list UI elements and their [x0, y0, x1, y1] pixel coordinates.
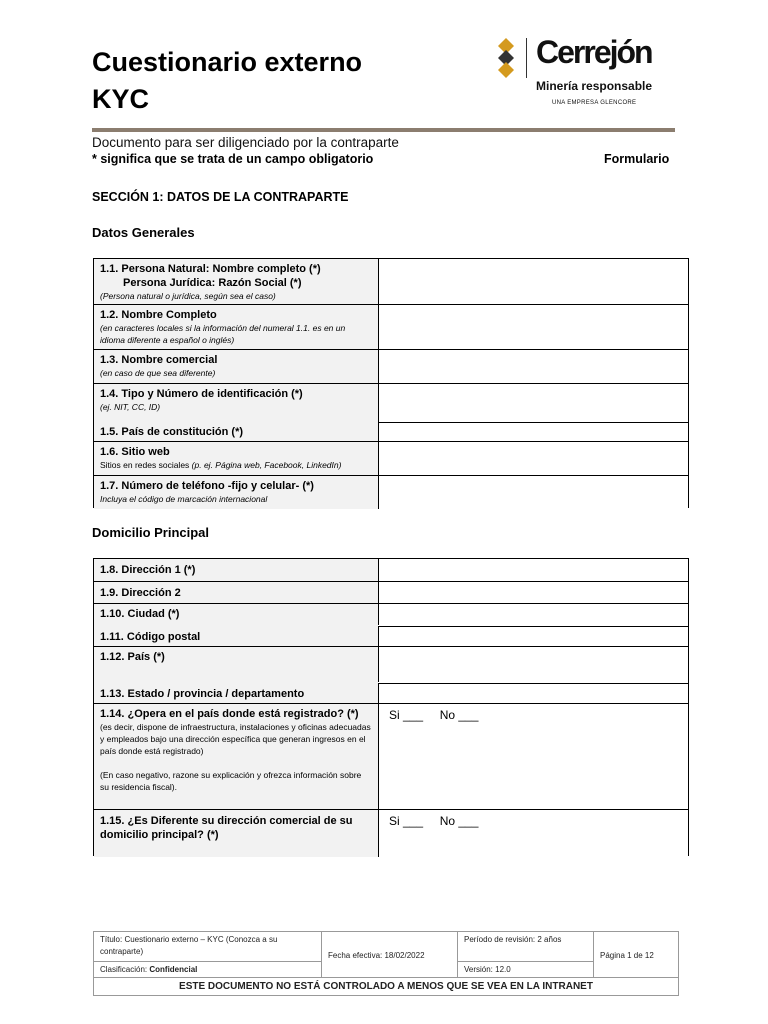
footer-pagina: Página 1 de 12 — [593, 932, 678, 978]
datos-generales-heading: Datos Generales — [92, 225, 195, 240]
input-sitio-web[interactable] — [378, 442, 688, 475]
field-note-1-3: (en caso de que sea diferente) — [100, 368, 216, 378]
table-row — [94, 304, 688, 349]
table-row — [94, 646, 688, 703]
logo-brand: Cerrejón — [536, 34, 652, 70]
input-direccion-2[interactable] — [378, 582, 688, 603]
document-footer — [93, 931, 679, 996]
field-label-1-15: 1.15. ¿Es Diferente su dirección comercial de su domicilio principal? (*) — [100, 815, 353, 841]
field-label-1-12: 1.12. País (*) — [100, 651, 165, 663]
field-label-1-6: 1.6. Sitio web — [100, 446, 170, 458]
field-label-1-1b: Persona Jurídica: Razón Social (*) — [123, 277, 302, 289]
answer-direccion-diferente[interactable]: Si ___ No ___ — [378, 810, 688, 857]
field-note-1-7: Incluya el código de marcación internacional — [100, 494, 268, 504]
input-pais[interactable] — [378, 647, 688, 682]
input-ciudad[interactable] — [378, 604, 688, 625]
field-note-1-14: (es decir, dispone de infraestructura, instalaciones y oficinas adecuadas y empleados bajo una dirección específica que generan ingresos en el país donde está registrado) — [100, 722, 371, 756]
field-note-1-2: (en caracteres locales si la información del numeral 1.1. es en un idioma diferente a español o inglés) — [100, 323, 346, 345]
field-label-1-7: 1.7. Número de teléfono -fijo y celular- (*) — [100, 480, 314, 492]
field-label-1-4: 1.4. Tipo y Número de identificación (*) — [100, 388, 303, 400]
footer-version: Versión: 12.0 — [457, 961, 593, 978]
field-note-1-4: (ej. NIT, CC, ID) — [100, 402, 161, 412]
table-row — [94, 581, 688, 603]
footer-fecha: Fecha efectiva: 18/02/2022 — [321, 932, 457, 978]
input-codigo-postal[interactable] — [378, 626, 688, 646]
table-row — [94, 559, 688, 581]
table-row — [94, 809, 688, 857]
field-label-1-11: 1.11. Código postal — [100, 631, 201, 643]
table-row — [94, 349, 688, 383]
diamond-mark-icon — [494, 38, 518, 78]
input-nombre-comercial[interactable] — [378, 350, 688, 383]
input-pais-constitucion[interactable] — [378, 422, 688, 441]
footer-periodo: Período de revisión: 2 años — [457, 932, 593, 961]
input-identificacion[interactable] — [378, 384, 688, 422]
field-label-1-1: 1.1. Persona Natural: Nombre completo (*) — [100, 263, 321, 275]
field-label-1-3: 1.3. Nombre comercial — [100, 354, 218, 366]
field-label-1-10: 1.10. Ciudad (*) — [100, 608, 180, 620]
input-nombre-razon-social[interactable] — [378, 259, 688, 304]
field-note-1-6: Sitios en redes sociales — [100, 460, 192, 470]
table-row — [94, 703, 688, 809]
required-field-note: * significa que se trata de un campo obligatorio — [92, 152, 374, 166]
table-row — [94, 383, 688, 441]
cerrejon-logo — [494, 36, 664, 114]
field-note-1-14b: (En caso negativo, razone su explicación y ofrezca información sobre su residencia fiscal). — [100, 770, 362, 792]
field-note-1-1: (Persona natural o jurídica, según sea el caso) — [100, 291, 276, 301]
field-label-1-14: 1.14. ¿Opera en el país donde está registrado? (*) — [100, 708, 359, 720]
table-row — [94, 259, 688, 304]
form-label: Formulario — [604, 152, 670, 166]
input-nombre-completo[interactable] — [378, 305, 688, 349]
input-telefono[interactable] — [378, 476, 688, 509]
answer-opera-pais[interactable]: Si ___ No ___ — [378, 704, 688, 809]
field-label-1-5: 1.5. País de constitución (*) — [100, 426, 244, 438]
domicilio-principal-heading: Domicilio Principal — [92, 525, 210, 540]
footer-control-note: ESTE DOCUMENTO NO ESTÁ CONTROLADO A MENOS QUE SE VEA EN LA INTRANET — [94, 977, 678, 995]
document-title — [92, 44, 362, 118]
header-rule — [92, 128, 675, 132]
section-1-title: SECCIÓN 1: DATOS DE LA CONTRAPARTE — [92, 190, 349, 204]
document-subtitle: Documento para ser diligenciado por la contraparte — [92, 135, 399, 150]
input-direccion-1[interactable] — [378, 559, 688, 581]
domicilio-table — [93, 558, 689, 856]
datos-generales-table — [93, 258, 689, 508]
title-line-1: Cuestionario externo — [92, 47, 363, 77]
field-label-1-9: 1.9. Dirección 2 — [100, 587, 181, 599]
logo-parent-company: UNA EMPRESA GLENCORE — [552, 100, 637, 106]
input-estado-provincia[interactable] — [378, 683, 688, 703]
table-row — [94, 603, 688, 646]
footer-clasificacion-value: Confidencial — [149, 965, 198, 974]
field-label-1-8: 1.8. Dirección 1 (*) — [100, 564, 196, 576]
footer-titulo: Título: Cuestionario externo – KYC (Conozca a su contraparte) — [100, 935, 278, 956]
table-row — [94, 475, 688, 509]
logo-divider — [526, 38, 527, 78]
table-row — [94, 441, 688, 475]
field-label-1-13: 1.13. Estado / provincia / departamento — [100, 688, 305, 700]
logo-tagline: Minería responsable — [536, 79, 653, 93]
field-note-1-6-italic: (p. ej. Página web, Facebook, LinkedIn) — [191, 460, 342, 470]
field-label-1-2: 1.2. Nombre Completo — [100, 309, 217, 321]
footer-clasificacion-label: Clasificación: — [100, 965, 150, 974]
title-line-2: KYC — [92, 84, 150, 114]
